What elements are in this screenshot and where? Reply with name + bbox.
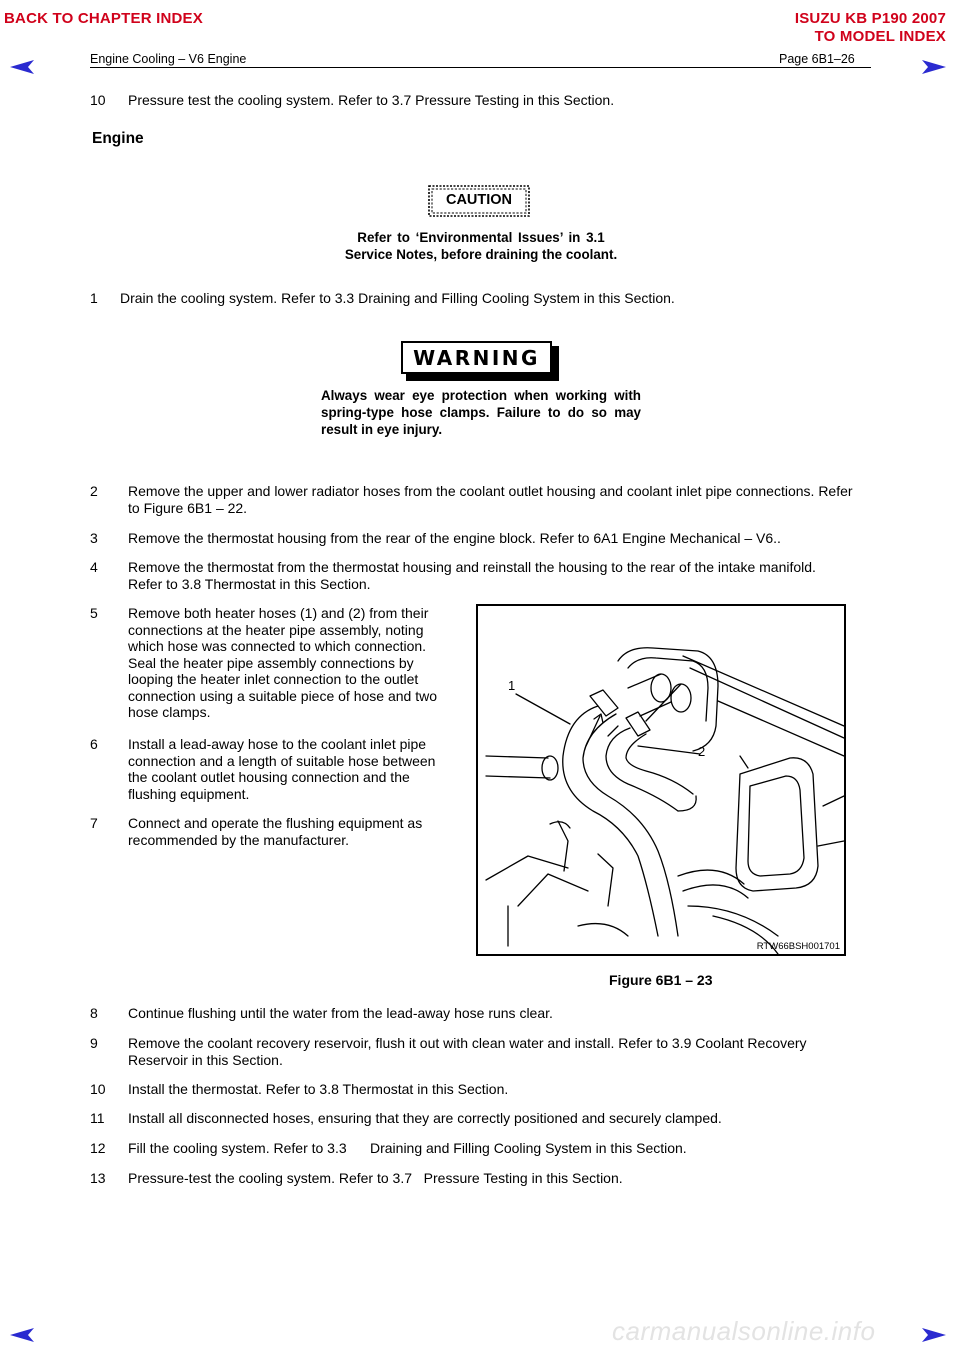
watermark-text: carmanualsonline.info [612, 1316, 876, 1346]
step-number: 3 [90, 530, 98, 546]
step-number: 11 [90, 1110, 105, 1126]
warning-text: Always wear eye protection when working with spring-type hose clamps. Failure to do so may result in eye injury. [321, 388, 641, 437]
step-text: Remove the upper and lower radiator hoses from the coolant outlet housing and coolant inlet pipe connections. Refer to Figure 6B1 – 22. [128, 483, 853, 516]
step-text: Install all disconnected hoses, ensuring that they are correctly positioned and securely clamped. [128, 1110, 722, 1126]
step-number: 4 [90, 559, 98, 575]
figure-ref-code: RTW66BSH001701 [756, 941, 840, 952]
section-title: Engine Cooling – V6 Engine [90, 52, 247, 66]
step-number: 2 [90, 483, 98, 499]
next-page-arrow-icon[interactable] [920, 58, 948, 76]
figure-callout-1: 1 [508, 678, 516, 693]
heater-hose-illustration-icon [478, 606, 844, 954]
warning-badge [401, 341, 561, 381]
intro-step-text: Pressure test the cooling system. Refer to 3.7 Pressure Testing in this Section. [128, 92, 615, 108]
previous-page-arrow-icon[interactable] [8, 58, 36, 76]
step-text: Remove the thermostat housing from the rear of the engine block. Refer to 6A1 Engine Mechanical – V6.. [128, 530, 781, 546]
model-title-link[interactable]: ISUZU KB P190 2007 [794, 10, 946, 27]
step-text: Connect and operate the flushing equipment as recommended by the manufacturer. [128, 815, 423, 848]
caution-line-2: Service Notes, before draining the coolant. [344, 247, 618, 262]
figure-callout-2: 2 [698, 744, 706, 759]
step-number: 9 [90, 1035, 98, 1051]
intro-step-number: 10 [90, 92, 106, 108]
step-text: Remove the coolant recovery reservoir, flush it out with clean water and install. Refer to 3.9 Coolant Recovery Reservoir in this Section. [128, 1035, 807, 1068]
step-number: 10 [90, 1081, 106, 1097]
next-page-arrow-bottom-icon[interactable] [920, 1326, 948, 1344]
figure-heater-hoses [476, 604, 846, 956]
step-number: 6 [90, 736, 98, 752]
step-1-text: Drain the cooling system. Refer to 3.3 Draining and Filling Cooling System in this Section. [120, 290, 675, 306]
step-number: 8 [90, 1005, 98, 1021]
step-text: Remove both heater hoses (1) and (2) from their connections at the heater pipe assembly, noting which hose was connected to which connection. Seal the heater pipe assembly connections by looping the heater inlet connection to the outlet connection using a suitable piece of hose and two hose clamps. [128, 605, 437, 720]
section-heading: Engine [92, 130, 144, 147]
step-text: Fill the cooling system. Refer to 3.3 Draining and Filling Cooling System in this Section. [128, 1140, 687, 1156]
step-text: Remove the thermostat from the thermostat housing and reinstall the housing to the rear of the intake manifold. Refer to 3.8 Thermostat in this Section. [128, 559, 816, 592]
step-text: Install a lead-away hose to the coolant inlet pipe connection and a length of suitable hose between the coolant outlet housing connection and the flushing equipment. [128, 736, 436, 802]
back-to-chapter-index-link[interactable]: BACK TO CHAPTER INDEX [4, 10, 203, 27]
step-text: Continue flushing until the water from the lead-away hose runs clear. [128, 1005, 553, 1021]
step-number: 5 [90, 605, 98, 621]
caution-badge [425, 182, 533, 220]
figure-caption: Figure 6B1 – 23 [609, 972, 713, 988]
previous-page-arrow-bottom-icon[interactable] [8, 1326, 36, 1344]
caution-label: CAUTION [445, 192, 513, 208]
step-number: 7 [90, 815, 98, 831]
step-text: Pressure-test the cooling system. Refer to 3.7 Pressure Testing in this Section. [128, 1170, 623, 1186]
step-number: 12 [90, 1140, 106, 1156]
step-number: 13 [90, 1170, 106, 1186]
page-number: Page 6B1–26 [779, 52, 855, 66]
model-index-links [795, 10, 946, 46]
step-text: Install the thermostat. Refer to 3.8 Thermostat in this Section. [128, 1081, 509, 1097]
caution-line-1: Refer to ‘Environmental Issues’ in 3.1 [357, 230, 605, 245]
to-model-index-link[interactable]: TO MODEL INDEX [814, 28, 946, 45]
step-1-number: 1 [90, 290, 98, 306]
warning-label: WARNING [413, 346, 540, 370]
header-rule [90, 67, 871, 68]
